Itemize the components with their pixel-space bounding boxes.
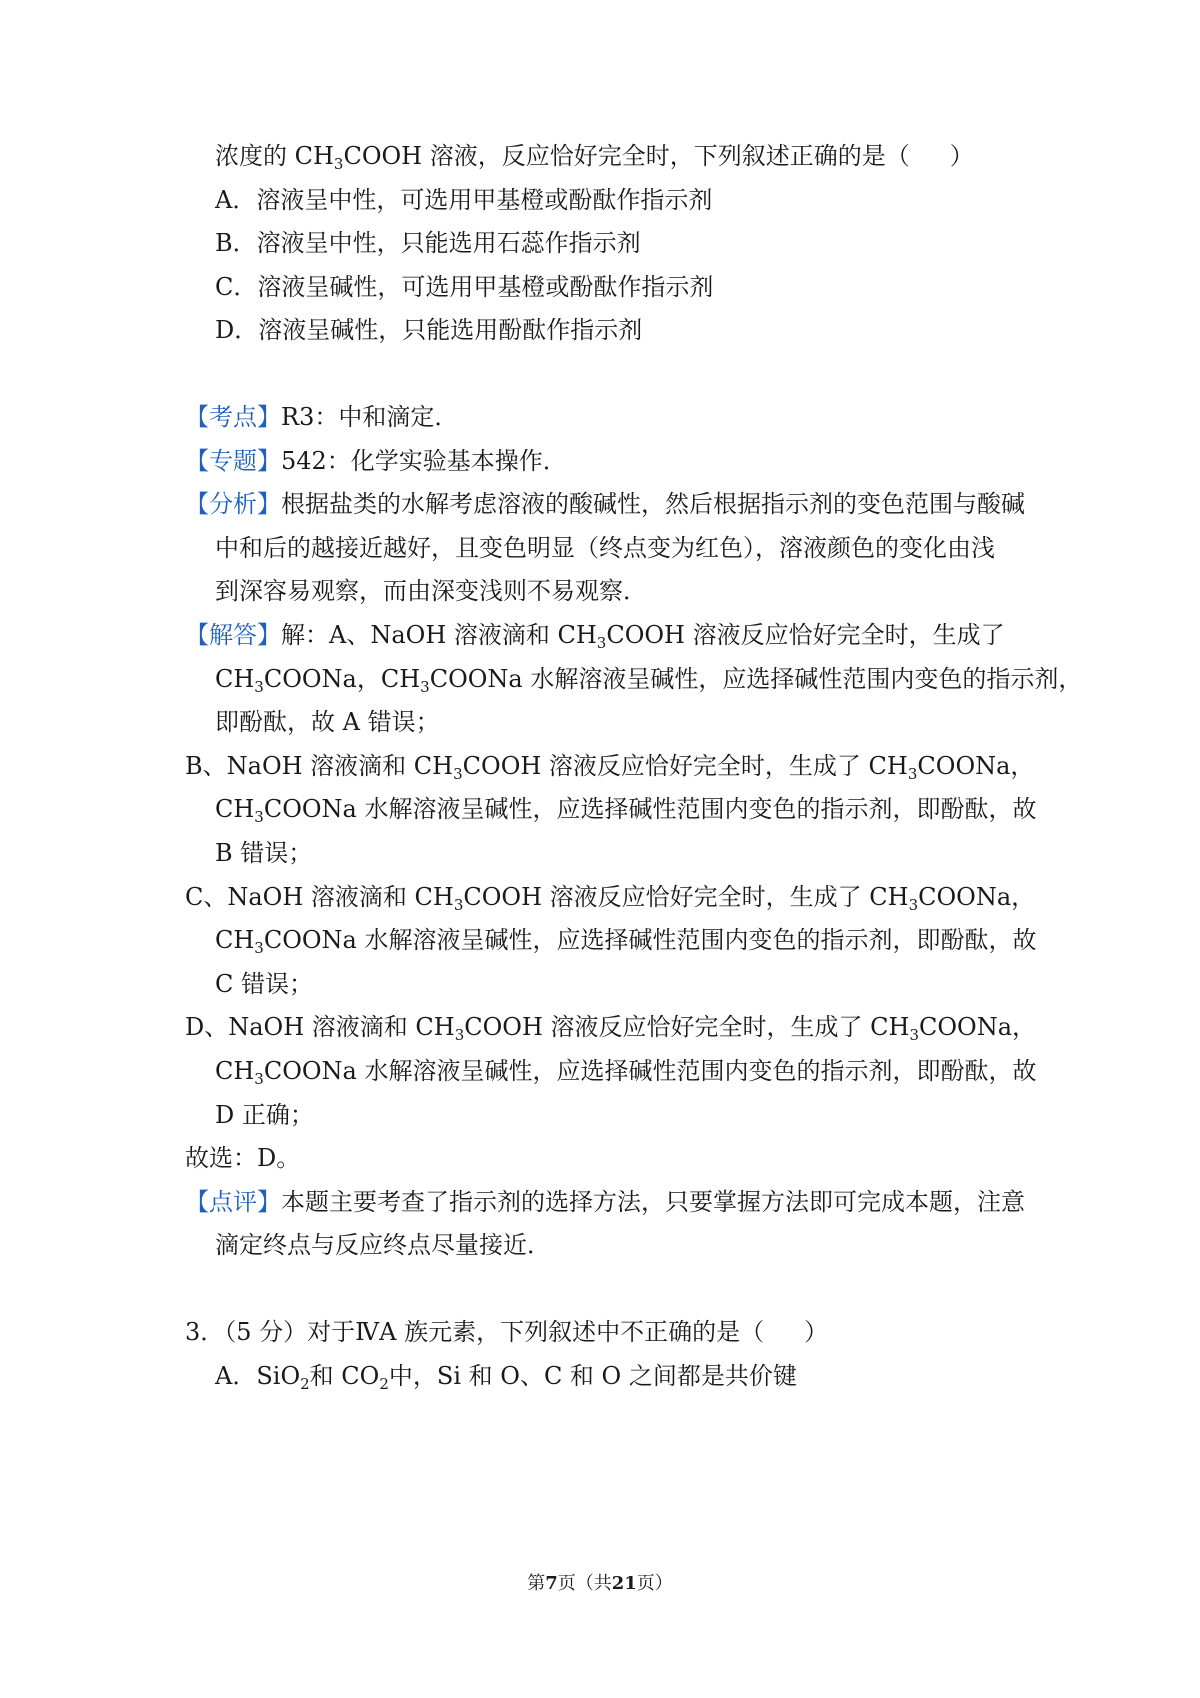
answer-b-line-2: $CH_3COONa$ 水解溶液呈碱性，应选择碱性范围内变色的指示剂，即酚酞，故: [215, 795, 1037, 826]
page-footer: 第7页（共21页）: [527, 1573, 673, 1594]
dianping-line-2: 滴定终点与反应终点尽量接近．: [215, 1231, 551, 1259]
fenxi-line-2: 中和后的越接近越好，且变色明显（终点变为红色），溶液颜色的变化由浅: [215, 534, 995, 562]
answer-d-line-1: D、NaOH 溶液滴和 $CH_3COOH$ 溶液反应恰好完全时，生成了 $CH_3COONa$，: [185, 1013, 1037, 1044]
jieda-tag: 【解答】: [185, 621, 281, 649]
question-stem: 浓度的 $CH_3COOH$ 溶液，反应恰好完全时，下列叙述正确的是（ ）: [215, 142, 974, 173]
question-3-stem: 3．（5 分）对于ⅣA 族元素，下列叙述中不正确的是（ ）: [185, 1318, 829, 1346]
option-a: A．溶液呈中性，可选用甲基橙或酚酞作指示剂: [215, 186, 713, 214]
kaodian-line: 【考点】R3：中和滴定．: [185, 403, 459, 431]
answer-c-line-1: C、NaOH 溶液滴和 $CH_3COOH$ 溶液反应恰好完全时，生成了 $CH_3COONa$，: [185, 883, 1036, 914]
answer-b-line-1: B、NaOH 溶液滴和 $CH_3COOH$ 溶液反应恰好完全时，生成了 $CH_3COONa$，: [185, 752, 1035, 783]
conclusion: 故选：D。: [185, 1144, 301, 1172]
zhuanti-tag: 【专题】: [185, 447, 281, 475]
answer-d-line-2: $CH_3COONa$ 水解溶液呈碱性，应选择碱性范围内变色的指示剂，即酚酞，故: [215, 1057, 1037, 1088]
option-d: D．溶液呈碱性，只能选用酚酞作指示剂: [215, 316, 643, 344]
answer-d-line-3: D 正确；: [215, 1101, 314, 1129]
zhuanti-line: 【专题】542：化学实验基本操作．: [185, 447, 567, 475]
jieda-line: 【解答】解：A、NaOH 溶液滴和 $CH_3COOH$ 溶液反应恰好完全时，生成了: [185, 621, 1005, 652]
option-b: B．溶液呈中性，只能选用石蕊作指示剂: [215, 229, 641, 257]
dianping-line: 【点评】本题主要考查了指示剂的选择方法，只要掌握方法即可完成本题，注意: [185, 1188, 1025, 1216]
jieda-line-2: $CH_3COONa$，$CH_3COONa$ 水解溶液呈碱性，应选择碱性范围内变色的指示剂，: [215, 665, 1083, 696]
answer-c-line-3: C 错误；: [215, 970, 313, 998]
answer-b-line-3: B 错误；: [215, 839, 313, 867]
option-c: C．溶液呈碱性，可选用甲基橙或酚酞作指示剂: [215, 273, 714, 301]
question-3-option-a: A．SiO$_2$和 $CO_2$中，Si 和 O、C 和 O 之间都是共价键: [215, 1362, 797, 1393]
kaodian-tag: 【考点】: [185, 403, 281, 431]
dianping-tag: 【点评】: [185, 1188, 281, 1216]
jieda-line-3: 即酚酞，故 A 错误；: [215, 708, 440, 736]
fenxi-line: 【分析】根据盐类的水解考虑溶液的酸碱性，然后根据指示剂的变色范围与酸碱: [185, 490, 1025, 518]
answer-c-line-2: $CH_3COONa$ 水解溶液呈碱性，应选择碱性范围内变色的指示剂，即酚酞，故: [215, 926, 1037, 957]
fenxi-line-3: 到深容易观察，而由深变浅则不易观察．: [215, 577, 647, 605]
fenxi-tag: 【分析】: [185, 490, 281, 518]
